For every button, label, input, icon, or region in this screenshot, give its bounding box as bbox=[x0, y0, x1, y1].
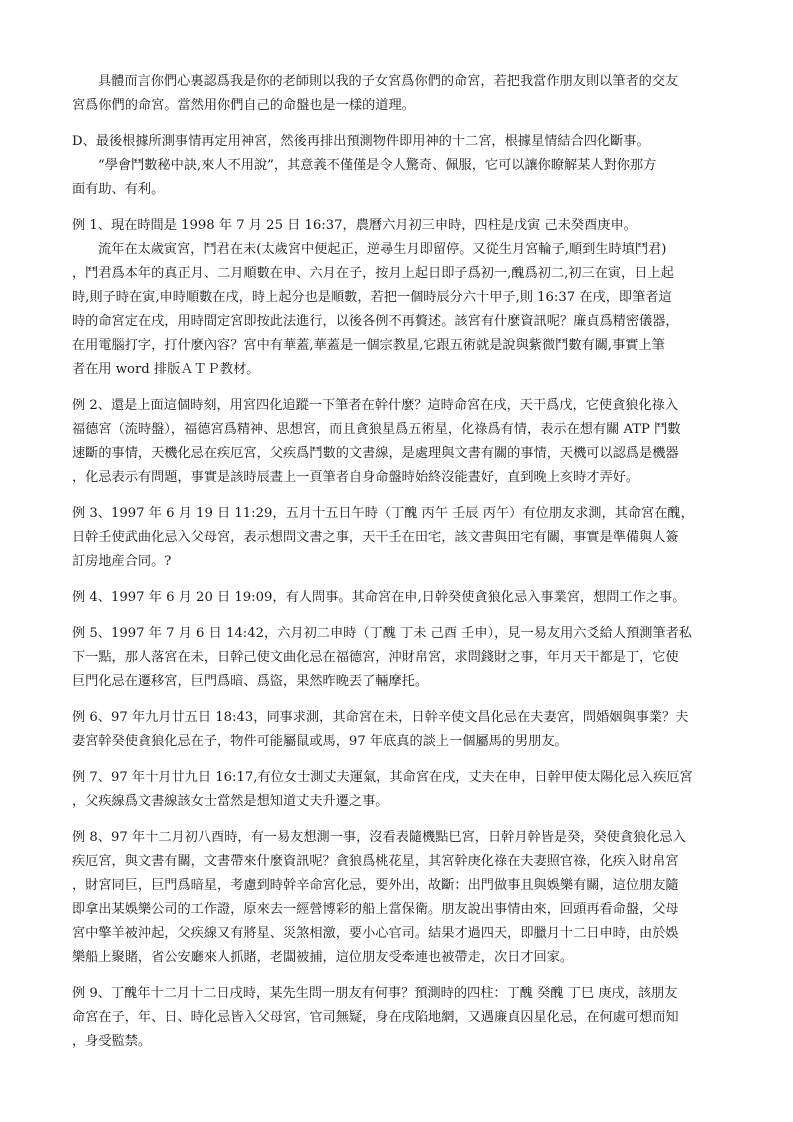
paragraph-line: ，鬥君爲本年的真正月、二月順數在申、六月在子，按月上起日即子爲初一,醜爲初二,初三在寅，日上起 bbox=[72, 266, 674, 281]
example-8 bbox=[72, 826, 722, 970]
paragraph-line: 訂房地産合同。? bbox=[72, 554, 172, 569]
paragraph-line: “學會鬥數秘中訣,來人不用說”，其意義不僅僅是令人驚奇、佩服，它可以讓你瞭解某人對你那方 bbox=[98, 158, 657, 173]
paragraph-line: 例 7、97 年十月廿九日 16:17,有位女士測丈夫運氣，其命宮在戌，丈夫在申，日幹甲使太陽化忌入疾厄宮 bbox=[72, 770, 693, 785]
paragraph-line: 時的命宮定在戌，用時間定宮即按此法進行，以後各例不再贅述。該宮有什麼資訊呢？廉貞爲精密儀器， bbox=[72, 314, 679, 329]
paragraph-line: 例 6、97 年九月廿五日 18:43，同事求測，其命宮在未，日幹辛使文昌化忌在夫妻宮，問婚姻與事業？夫 bbox=[72, 710, 689, 725]
paragraph-line: 在用電腦打字，打什麼內容？宮中有華蓋,華蓋是一個宗教星,它跟五術就是說與紫微鬥數有關,事實上筆 bbox=[72, 338, 665, 353]
paragraph-line: 疾厄宮，與文書有關，文書帶來什麼資訊呢？貪狼爲桃花星，其宮幹庚化祿在夫妻照官祿，化疾入財帛宮 bbox=[72, 854, 679, 869]
paragraph-line: 面有助、有利。 bbox=[72, 182, 165, 197]
paragraph-1 bbox=[72, 70, 722, 118]
example-9 bbox=[72, 982, 722, 1054]
example-5 bbox=[72, 622, 722, 694]
example-2 bbox=[72, 394, 722, 490]
example-7 bbox=[72, 766, 722, 814]
paragraph-line: 例 1、現在時間是 1998 年 7 月 25 日 16:37，農曆六月初三申時，四柱是戊寅 己未癸酉庚申。 bbox=[72, 218, 637, 233]
paragraph-line: 下一點，那人落宮在未，日幹己使文曲化忌在福德宮，沖財帛宮，求問錢財之事，年月天干都是丁，它使 bbox=[72, 650, 679, 665]
paragraph-2 bbox=[72, 130, 722, 154]
example-6 bbox=[72, 706, 722, 754]
paragraph-line: 例 9、丁醜年十二月十二日戌時，某先生問一朋友有何事？預測時的四柱：丁醜 癸醜 丁巳 庚戌，該朋友 bbox=[72, 986, 678, 1001]
paragraph-line: 樂船上聚賭，省公安廳來人抓賭，老闆被捕，這位朋友受牽連也被帶走，次日才回家。 bbox=[72, 950, 574, 965]
paragraph-line: 宮爲你們的命宮。當然用你們自己的命盤也是一樣的道理。 bbox=[72, 98, 415, 113]
example-4 bbox=[72, 586, 722, 610]
paragraph-line: 例 8、97 年十二月初八酉時，有一易友想測一事，沒看表隨機點巳宮，日幹月幹皆是癸，癸使貪狼化忌入 bbox=[72, 830, 686, 845]
paragraph-line: 巨門化忌在遷移宮，巨門爲暗、爲盜，果然昨晚丟了輛摩托。 bbox=[72, 674, 429, 689]
paragraph-line: ，身受監禁。 bbox=[72, 1034, 152, 1049]
paragraph-line: 即拿出某娛樂公司的工作證，原來去一經營博彩的船上當保衛。朋友說出事情由來，回頭再看命盤，父母 bbox=[72, 902, 679, 917]
paragraph-line: 例 4、1997 年 6 月 20 日 19:09，有人問事。其命宮在申,日幹癸使貪狼化忌入事業宮，想問工作之事。 bbox=[72, 590, 686, 605]
paragraph-line: 速斷的事情，天機化忌在疾厄宮，父疾爲鬥數的文書線，是處理與文書有關的事情，天機可以認爲是機器 bbox=[72, 446, 679, 461]
document-page bbox=[72, 70, 722, 1054]
paragraph-line: 流年在太歲寅宮，鬥君在未(太歲宮中便起正，逆尋生月即留停。又從生月宮輪子,順到生時填鬥君) bbox=[98, 242, 667, 257]
example-3 bbox=[72, 502, 722, 574]
paragraph-line: ，父疾線爲文書線該女士當然是想知道丈夫升遷之事。 bbox=[72, 794, 389, 809]
paragraph-line: 日幹壬使武曲化忌入父母宮，表示想問文書之事，天干壬在田宅，該文書與田宅有關，事實是準備與人簽 bbox=[72, 530, 679, 545]
paragraph-line: ，財宮同巨，巨門爲暗星，考慮到時幹辛命宮化忌，要外出，故斷：出門做事且與娛樂有關，這位朋友隨 bbox=[72, 878, 679, 893]
example-1-body bbox=[72, 238, 722, 382]
paragraph-line: 時,則子時在寅,申時順數在戌，時上起分也是順數，若把一個時辰分六十甲子,則 16:37 在戌，即筆者這 bbox=[72, 290, 672, 305]
paragraph-line: ，化忌表示有問題，事實是該時辰晝上一頁筆者自身命盤時始終沒能晝好，直到晚上亥時才弄好。 bbox=[72, 470, 640, 485]
paragraph-line: 例 2、還是上面這個時刻，用宮四化追蹤一下筆者在幹什麼？這時命宮在戌，天干爲戊，它使貪狼化祿入 bbox=[72, 398, 679, 413]
paragraph-line: 福德宮（流時盤），福德宮爲精神、思想宮，而且貪狼星爲五術星，化祿爲有情，表示在想有關 ATP 鬥數 bbox=[72, 422, 681, 437]
paragraph-line: 例 5、1997 年 7 月 6 日 14:42，六月初二申時（丁醜 丁未 己酉 壬申），見一易友用六爻給人預測筆者私 bbox=[72, 626, 692, 641]
paragraph-line: 者在用 word 排版ＡＴＰ教材。 bbox=[72, 362, 260, 377]
paragraph-line: D、最後根據所測事情再定用神宮，然後再排出預測物件即用神的十二宮，根據星情結合四化斷事。 bbox=[72, 134, 650, 149]
example-1-heading bbox=[72, 214, 722, 238]
paragraph-3 bbox=[72, 154, 722, 202]
paragraph-line: 命宮在子，年、日、時化忌皆入父母宮，官司無疑，身在戌陷地網，又遇廉貞囚星化忌，在何處可想而知 bbox=[72, 1010, 679, 1025]
paragraph-line: 宮中擎羊被沖起，父疾線又有將星、災煞相激，要小心官司。結果才過四天，即臘月十二日申時，由於娛 bbox=[72, 926, 679, 941]
paragraph-line: 具體而言你們心裏認爲我是你的老師則以我的子女宮爲你們的命宮，若把我當作朋友則以筆者的交友 bbox=[98, 74, 679, 89]
paragraph-line: 妻宮幹癸使貪狼化忌在子，物件可能屬鼠或馬，97 年底真的談上一個屬馬的男朋友。 bbox=[72, 734, 568, 749]
paragraph-line: 例 3、1997 年 6 月 19 日 11:29，五月十五日午時（丁醜 丙午 壬辰 丙午）有位朋友求測，其命宮在醜， bbox=[72, 506, 694, 521]
